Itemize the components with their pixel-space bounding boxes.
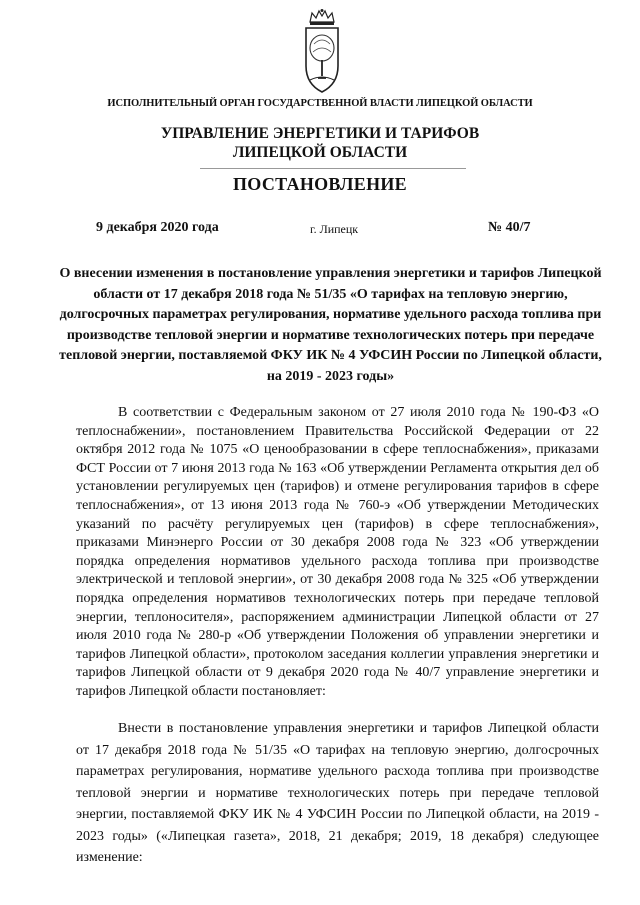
document-type: ПОСТАНОВЛЕНИЕ <box>233 174 407 194</box>
document-number: № 40/7 <box>488 220 531 235</box>
department-name-line2: ЛИПЕЦКОЙ ОБЛАСТИ <box>232 144 408 161</box>
department-name <box>0 124 640 162</box>
issuing-authority: ИСПОЛНИТЕЛЬНЫЙ ОРГАН ГОСУДАРСТВЕННОЙ ВЛАСТИ ЛИПЕЦКОЙ ОБЛАСТИ <box>107 98 533 109</box>
document-city: г. Липецк <box>310 222 359 236</box>
document-title: О внесении изменения в постановление управления энергетики и тарифов Липецкой области от 17 декабря 2018 года № 51/35 «О тарифах на тепловую энергию, долгосрочных параметрах регулирования, нормативе удельного расхода топлива при производстве тепловой энергии и нормативе технологических потерь при передаче тепловой энергии, поставляемой ФКУ ИК № 4 УФСИН России по Липецкой области, на 2019 - 2023 годы» <box>59 266 602 384</box>
department-name-line1: УПРАВЛЕНИЕ ЭНЕРГЕТИКИ И ТАРИФОВ <box>160 125 480 142</box>
body-paragraph-resolution: Внести в постановление управления энергетики и тарифов Липецкой области от 17 декабря 2018 года № 51/35 «О тарифах на тепловую энергию, долгосрочных параметрах регулирования, нормативе удельного расхода топлива при производстве тепловой энергии и нормативе технологических потерь при передаче тепловой энергии, поставляемой ФКУ ИК № 4 УФСИН России по Липецкой области, на 2019 - 2023 годы» («Липецкая газета», 2018, 21 декабря; 2019, 18 декабря) следующее изменение: <box>76 721 599 865</box>
coat-of-arms-icon <box>302 8 342 94</box>
document-date: 9 декабря 2020 года <box>96 220 219 235</box>
body-paragraph-preamble: В соответствии с Федеральным законом от 27 июля 2010 года № 190-ФЗ «О теплоснабжении», постановлением Правительства Российской Федерации от 22 октября 2012 года № 1075 «О ценообразовании в сфере теплоснабжения», приказами ФСТ России от 7 июня 2013 года № 163 «Об утверждении Регламента открытия дел об установлении регулируемых цен (тарифов) и отмене регулирования тарифов в сфере теплоснабжения», от 13 июня 2013 года № 760-э «Об утверждении Методических указаний по расчёту регулируемых цен (тарифов) в сфере теплоснабжения», приказами Минэнерго России от 30 декабря 2008 года № 323 «Об утверждении порядка определения нормативов удельного расхода топлива при производстве электрической и тепловой энергии», от 30 декабря 2008 года № 325 «Об утверждении порядка определения нормативов технологических потерь при передаче тепловой энергии, теплоносителя», распоряжением администрации Липецкой области от 27 июля 2010 года № 280-р «Об утверждении Положения об управлении энергетики и тарифов Липецкой области», протоколом заседания коллегии управления энергетики и тарифов Липецкой области от 9 декабря 2020 года № 40/7 управление энергетики и тарифов Липецкой области постановляет: <box>76 405 599 699</box>
header-divider <box>200 168 466 169</box>
